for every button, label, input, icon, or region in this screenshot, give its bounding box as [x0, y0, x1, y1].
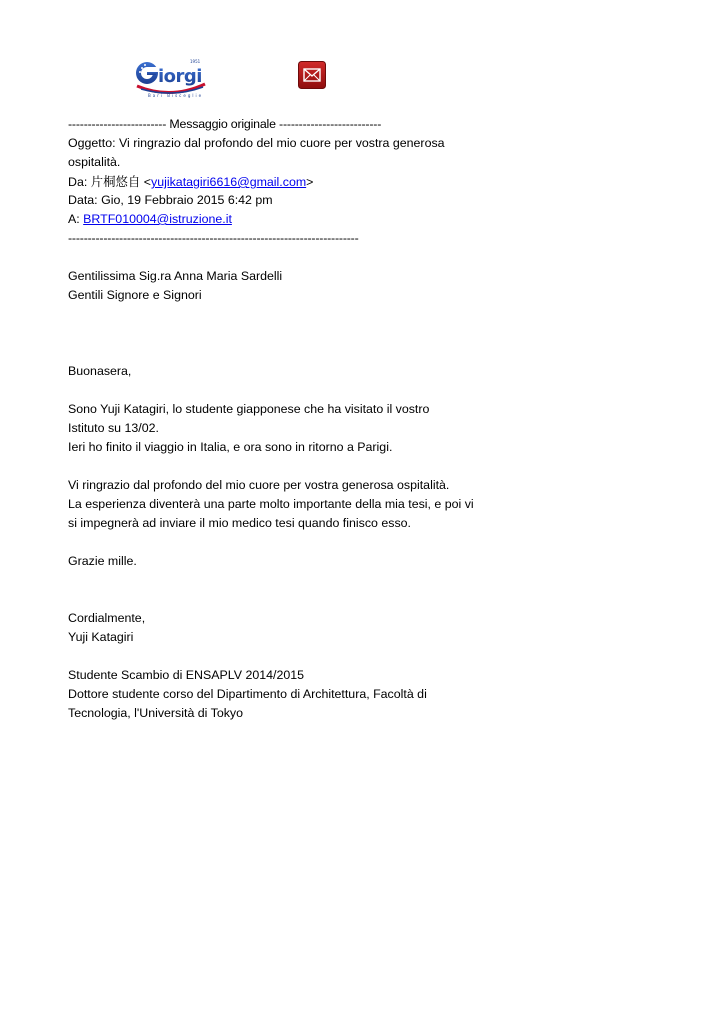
svg-text:1951: 1951	[190, 59, 201, 64]
from-name: 片桐悠自	[90, 174, 141, 189]
email-content	[68, 115, 488, 723]
greeting: Buonasera,	[68, 364, 132, 378]
subject-text-1: Vi ringrazio dal profondo del mio cuore per vostra generosa	[118, 136, 445, 150]
header-separator-bottom: --------------------------------------------------------------------------	[68, 231, 359, 245]
thanks-line: Grazie mille.	[68, 554, 137, 568]
giorgi-logo	[133, 56, 209, 98]
to-email-link[interactable]: BRTF010004@istruzione.it	[83, 212, 232, 226]
from-email-link[interactable]: yujikatagiri6616@gmail.com	[151, 175, 307, 189]
header-separator-top: ------------------------- Messaggio originale --------------------------	[68, 117, 382, 131]
paragraph-2-line-1: Vi ringrazio dal profondo del mio cuore per vostra generosa ospitalità.	[68, 478, 450, 492]
salutation-line-1: Gentilissima Sig.ra Anna Maria Sardelli	[68, 269, 283, 283]
to-row	[68, 210, 488, 229]
subject-label: Oggetto:	[68, 136, 116, 150]
subject-row	[68, 134, 488, 153]
paragraph-1-line-2: Istituto su 13/02.	[68, 421, 159, 435]
svg-text:iorgi: iorgi	[158, 66, 202, 87]
signature-line-2: Dottore studente corso del Dipartimento di Architettura, Facoltà di	[68, 687, 427, 701]
from-open-bracket: <	[143, 175, 152, 189]
signature-line-3: Tecnologia, l'Università di Tokyo	[68, 706, 244, 720]
signature-line-1: Studente Scambio di ENSAPLV 2014/2015	[68, 668, 305, 682]
paragraph-1-line-1: Sono Yuji Katagiri, lo studente giapponese che ha visitato il vostro	[68, 402, 430, 416]
signature-name: Yuji Katagiri	[68, 630, 134, 644]
to-label: A:	[68, 212, 80, 226]
subject-text-2: ospitalità.	[68, 155, 121, 169]
salutation-line-2: Gentili Signore e Signori	[68, 288, 202, 302]
date-row	[68, 191, 488, 210]
from-label: Da:	[68, 175, 88, 189]
paragraph-2-line-3: si impegnerà ad inviare il mio medico tesi quando finisco esso.	[68, 516, 411, 530]
closing-line: Cordialmente,	[68, 611, 146, 625]
date-label: Data:	[68, 193, 98, 207]
envelope-icon[interactable]	[298, 61, 326, 89]
svg-text:Bari Bisceglie: Bari Bisceglie	[148, 93, 204, 98]
paragraph-2-line-2: La esperienza diventerà una parte molto importante della mia tesi, e poi vi	[68, 497, 474, 511]
from-close-bracket: >	[306, 175, 314, 189]
paragraph-1-line-3: Ieri ho finito il viaggio in Italia, e ora sono in ritorno a Parigi.	[68, 440, 393, 454]
date-value: Gio, 19 Febbraio 2015 6:42 pm	[101, 193, 273, 207]
from-row	[68, 172, 488, 191]
